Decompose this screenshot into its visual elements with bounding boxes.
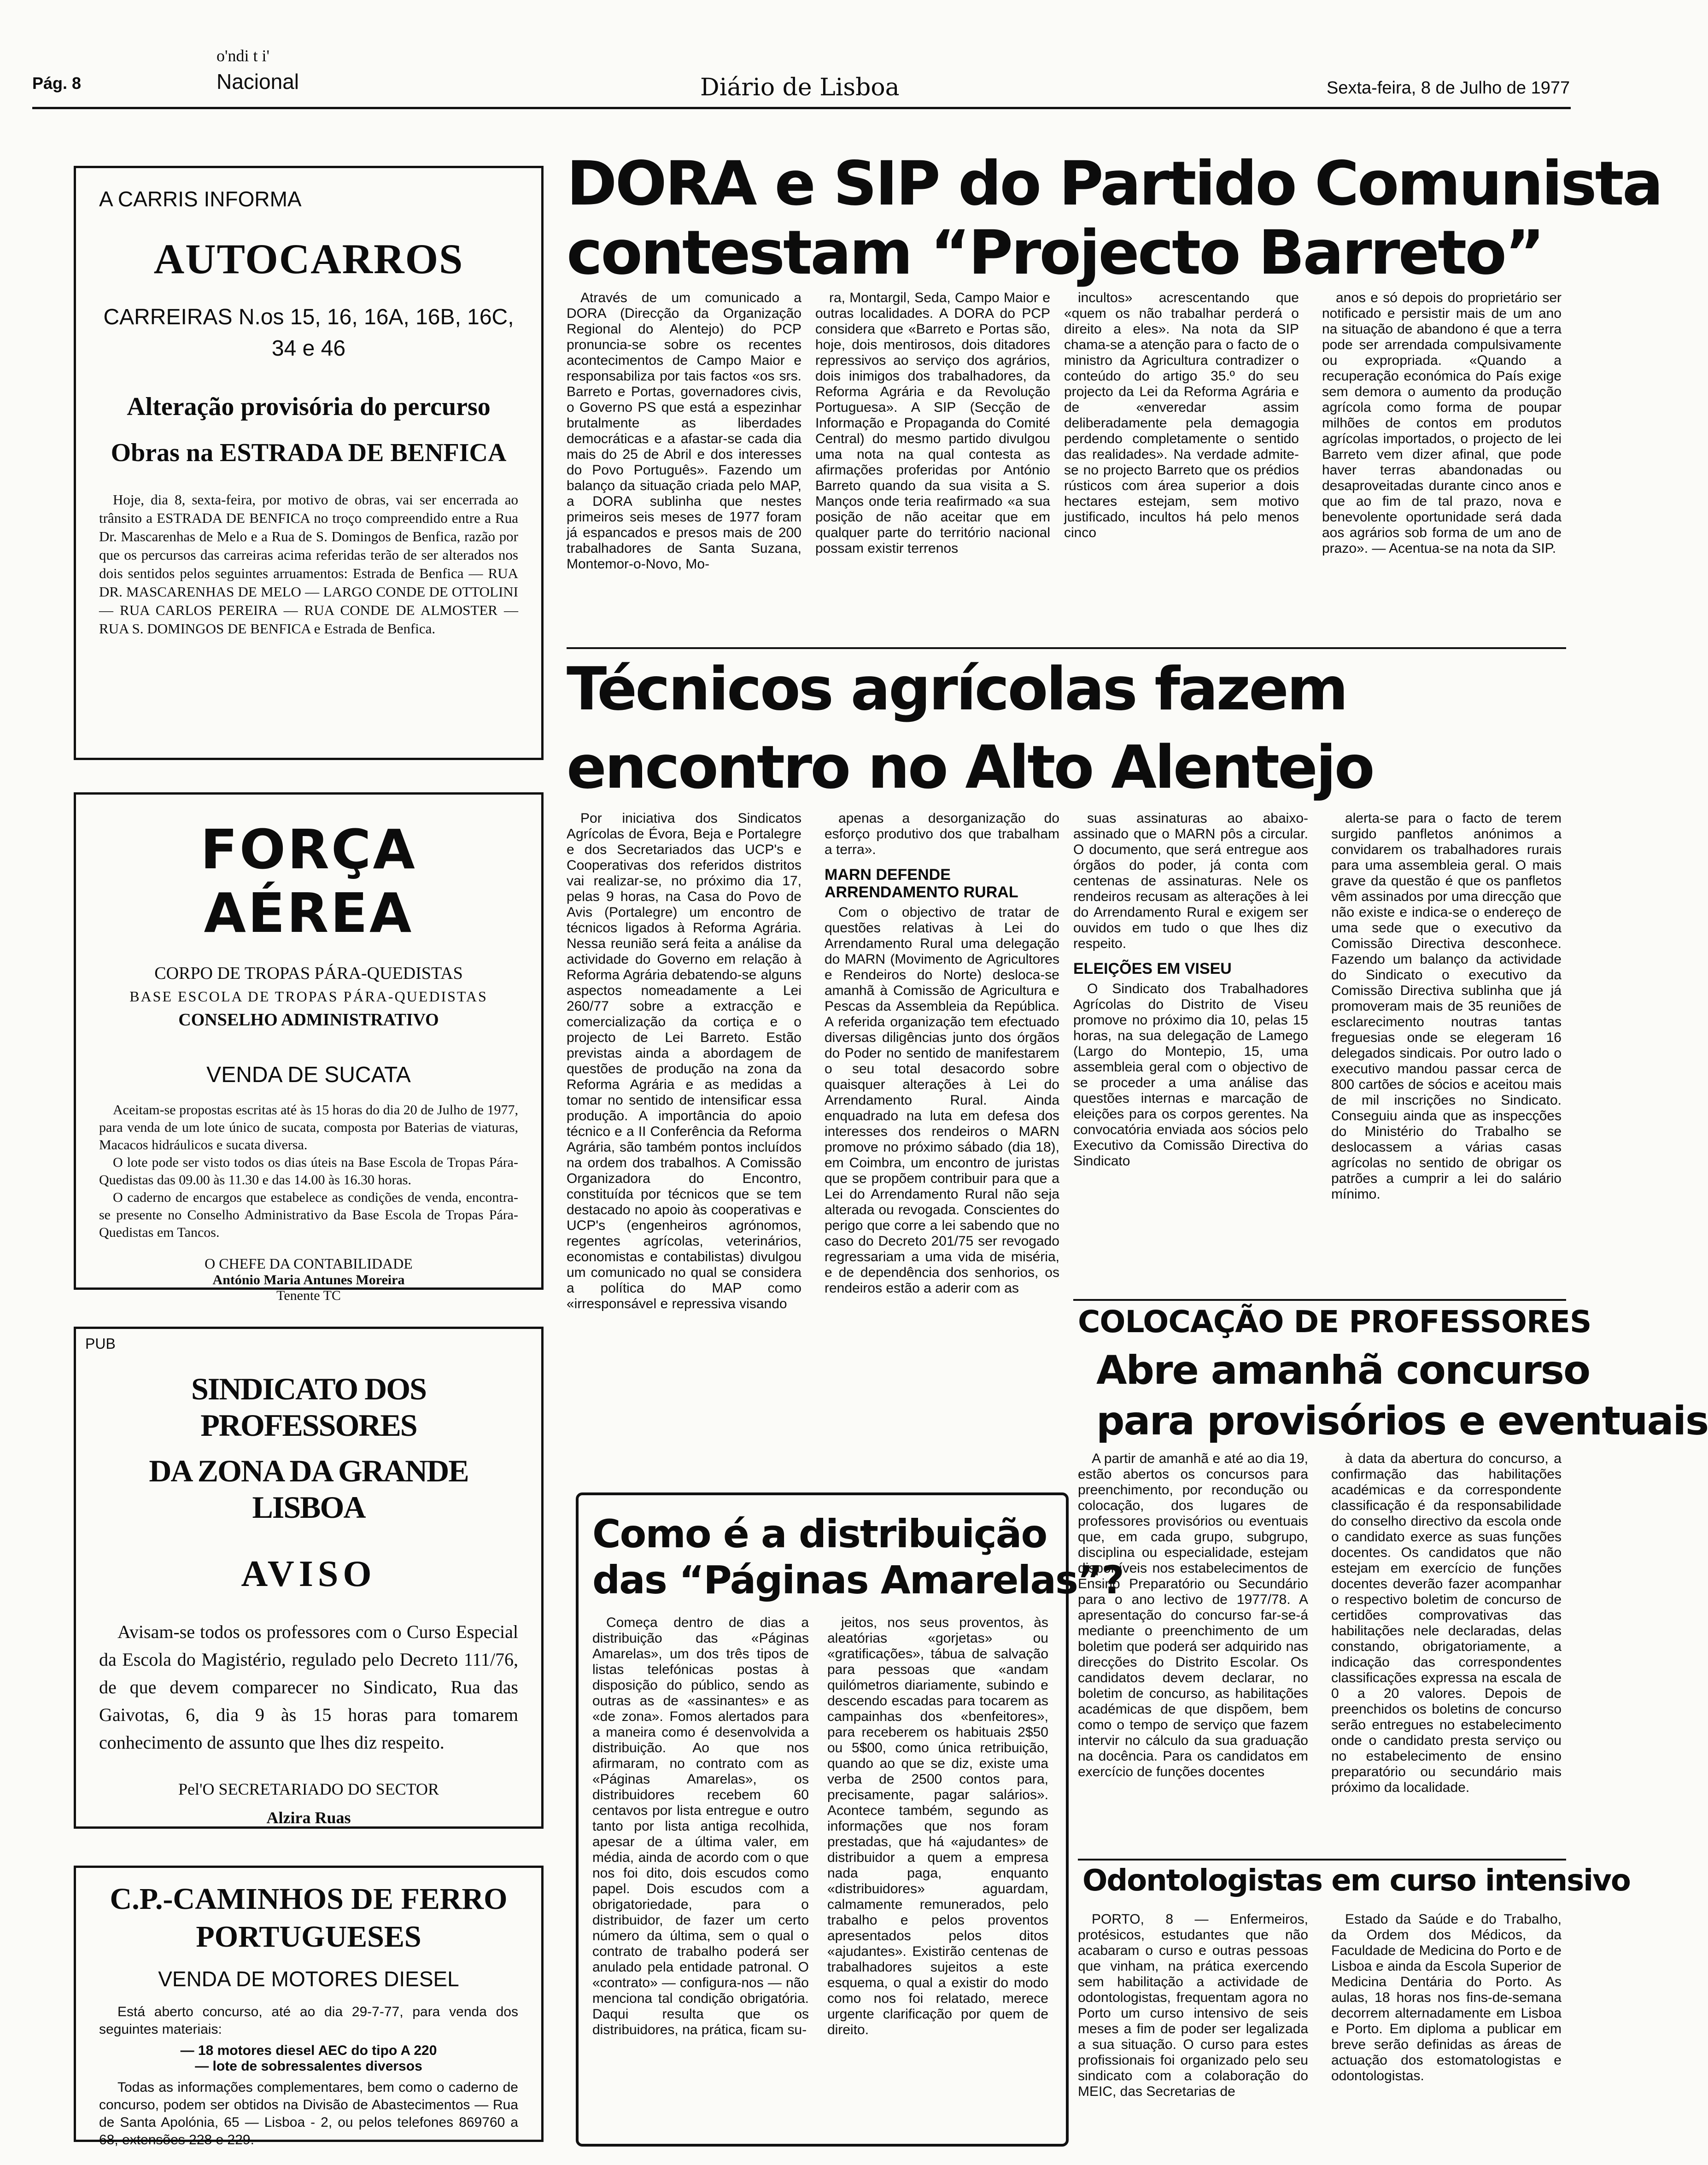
colocacao-headline-1: Abre amanhã concurso bbox=[1096, 1347, 1590, 1393]
sindicato-sign-2: Alzira Ruas bbox=[266, 1808, 351, 1827]
sindicato-sign-1: Pel'O SECRETARIADO DO SECTOR bbox=[178, 1780, 439, 1798]
marn-heading: MARN DEFENDE ARRENDAMENTO RURAL bbox=[825, 866, 1018, 901]
colocacao-kicker: COLOCAÇÃO DE PROFESSORES bbox=[1078, 1304, 1591, 1340]
carris-body: Hoje, dia 8, sexta-feira, por motivo de obras, vai ser encerrada ao trânsito a ESTRADA DE BENFICA no troço compreendido entre a Rua Dr. Mascarenhas de Melo e a Rua de S. Domingos de Benfica, razão por que os percursos das carreiras acima referidas terão de ser alterados nos dois sentidos pelos seguintes arruamentos: Estrada de Benfica — RUA DR. MASCARENHAS DE MELO — LARGO CONDE DE OTTOLINI — RUA CARLOS PEREIRA — RUA CONDE DE ALMOSTER — RUA S. DOMINGOS DE BENFICA e Estrada de Benfica. bbox=[99, 492, 518, 637]
carris-subtitle-1: Alteração provisória do percurso bbox=[127, 392, 491, 421]
sindicato-title-1: SINDICATO DOS PROFESSORES bbox=[191, 1371, 426, 1443]
dora-col-4-text: anos e só depois do proprietário ser notificado e persistir mais de um ano na situação de abandono é que a terra pode ser arrendada compulsivamente ou expropriada. «Quando a recuperação económica do País exige sem demora o aumento da produção agrícola como forma de poupar milhões de contos em produtos agrícolas importados, o projecto de lei Barreto vem dizer afinal, que pode haver terras abandonadas ou desaproveitadas durante cinco anos e que ao fim de tal prazo, nova e benevolente oportunidade será dada aos agrários sob forma de um ano de prazo». — Acentua-se na nota da SIP. bbox=[1322, 290, 1562, 556]
colocacao-col-1 bbox=[1078, 1451, 1308, 1783]
cp-ad bbox=[74, 1866, 544, 2147]
dora-col-2-text: ra, Montargil, Seda, Campo Maior e outras localidades. A DORA do PCP considera que «Barreto e Portas são, hoje, dois mentirosos, dois ditadores repressivos ao serviço dos agrários, dois inimigos dos trabalhadores, da Reforma Agrária e da Revolução Portuguesa». A SIP (Secção de Informação e Propaganda do Comité Central) do mesmo partido divulgou uma nota na qual contesta as afirmações proferidas por António Barreto quando da sua visita a S. Manços onde teria reafirmado «a sua posição de não aceitar que em qualquer parte do território nacional possam existir terrenos bbox=[815, 290, 1050, 556]
dora-col-1-text: Através de um comunicado a DORA (Direcção da Organização Regional do Alentejo) do PCP pronuncia-se sobre os recentes acontecimentos de Campo Maior e responsabiliza por tais factos «os srs. Barreto e Portas, governadores civis, o Governo PS que está a espezinhar brutalmente as liberdades democráticas e a afastar-se cada dia mais do 25 de Abril e dos interesses do Povo Português». Fazendo um balanço da situação criada pelo MAP, a DORA sublinha que nestes primeiros seis meses de 1977 foram já espancados e presos mais de 200 trabalhadores de Santa Suzana, Montemor-o-Novo, Mo- bbox=[567, 290, 801, 572]
paginas-col-2-text: jeitos, nos seus proventos, às aleatórias «gorjetas» ou «gratificações», tábua de salvação para pessoas que «andam quilómetros diariamente, subindo e descendo escadas para tocarem as campainhas dos «benfeitores», para receberem os habituais 2$50 ou 5$00, como única retribuição, quando ao que se diz, existe uma verba de 2500 contos para, precisamente, pagar salários». Acontece também, segundo as informações que nos foram prestadas, que há «ajudantes» de distribuidor a quem a empresa nada paga, enquanto «distribuidores» aguardam, calmamente remunerados, pelo trabalho e pelos proventos apresentados pelos ditos «ajudantes». Existirão centenas de trabalhadores sujeitos a este esquema, o qual a existir do modo como nos foi relatado, merece urgente clarificação por quem de direito. bbox=[827, 1615, 1048, 2037]
forca-sign-1: O CHEFE DA CONTABILIDADE bbox=[205, 1255, 413, 1272]
odonto-col-2-text: Estado da Saúde e do Trabalho, da Ordem dos Médicos, da Faculdade de Medicina do Porto e de Lisboa e ainda da Escola Superior de Medicina Dentária do Porto. As aulas, 18 horas nos fins-de-semana decorrem alternadamente em Lisboa e Porto. Em diploma a publicar em breve serão definidas as áreas de actuação dos estomatologistas e odontologistas. bbox=[1331, 1912, 1562, 2083]
forca-p2: O lote pode ser visto todos os dias úteis na Base Escola de Tropas Pára-Quedistas das 09.00 às 11.30 e das 14.00 às 16.30 horas. bbox=[99, 1155, 518, 1188]
sindicato-aviso: AVISO bbox=[241, 1554, 376, 1594]
paginas-headline-1: Como é a distribuição bbox=[592, 1511, 1047, 1556]
forca-line-3: CONSELHO ADMINISTRATIVO bbox=[178, 1010, 439, 1030]
odonto-top-rule bbox=[1078, 1859, 1566, 1861]
forca-aerea-ad bbox=[74, 792, 544, 1303]
odonto-col-1 bbox=[1078, 1912, 1308, 2102]
dora-headline-1: DORA e SIP do Partido Comunista bbox=[567, 148, 1661, 219]
paginas-col-2 bbox=[827, 1615, 1048, 2041]
paginas-headline-2: das “Páginas Amarelas”? bbox=[592, 1557, 1123, 1603]
cp-p2: Todas as informações complementares, bem como o caderno de concurso, podem ser obtidos na Divisão de Abastecimentos — Rua de Santa Apolónia, 65 — Lisboa - 2, ou pelos telefones 869760 a 68, extensões 228 e 229. bbox=[99, 2080, 518, 2147]
dora-bottom-rule bbox=[567, 647, 1566, 649]
carris-routes: CARREIRAS N.os 15, 16, 16A, 16B, 16C, 34 e 46 bbox=[103, 305, 514, 361]
forca-p3: O caderno de encargos que estabelece as condições de venda, encontra-se presente no Conselho Administrativo da Base Escola de Tropas Pára-Quedistas em Tancos. bbox=[99, 1190, 518, 1240]
forca-sign-3: Tenente TC bbox=[276, 1288, 341, 1303]
dora-col-3-text: incultos» acrescentando que «quem os não trabalhar perderá o direito a eles». Na nota da SIP chama-se a atenção para o facto de o ministro da Agricultura contradizer o conteúdo do artigo 35.º do seu projecto da Lei da Reforma Agrária e de «enveredar assim deliberadamente pela demagogia perdendo completamente o sentido das realidades». Na verdade admite-se no projecto Barreto que os prédios rústicos com área superior a dois hectares estejam, sem motivo justificado, incultos há pelo menos cinco bbox=[1064, 290, 1299, 540]
odonto-col-1-text: PORTO, 8 — Enfermeiros, protésicos, estudantes que não acabaram o curso e outras pessoas que vinham, na prática exercendo sem habilitação a actividade de odontologistas, frequentam agora no Porto um curso intensivo de seis meses a fim de poder ser legalizada a sua situação. O curso para estes profissionais foi organizado pelo seu sindicato com a colaboração do MEIC, das Secretarias de bbox=[1078, 1912, 1308, 2099]
cp-p1: Está aberto concurso, até ao dia 29-7-77, para venda dos seguintes materiais: bbox=[99, 2004, 518, 2037]
cp-item-1: — 18 motores diesel AEC do tipo A 220 bbox=[180, 2043, 437, 2058]
colocacao-headline-2: para provisórios e eventuais bbox=[1096, 1398, 1708, 1444]
tecnicos-col-3b-text: O Sindicato dos Trabalhadores Agrícolas do Distrito de Viseu promove no próximo dia 10, pelas 15 horas, na sua delegação de Lamego (Largo do Montepio, 15, uma assembleia geral com o objectivo de se proceder a uma análise das questões internas e marcação de eleições para os corpos gerentes. Na convocatória enviada aos sócios pelo Executivo da Comissão Directiva do Sindicato bbox=[1073, 981, 1308, 1169]
newspaper-name: Diário de Lisboa bbox=[700, 74, 900, 101]
tecnicos-headline-1: Técnicos agrícolas fazem bbox=[567, 655, 1347, 724]
dora-col-1 bbox=[567, 290, 801, 575]
tecnicos-col-2a-text: apenas a desorganização do esforço produtivo dos que trabalham a terra». bbox=[825, 811, 1059, 857]
carris-subtitle-2: Obras na ESTRADA DE BENFICA bbox=[111, 439, 507, 467]
carris-title: AUTOCARROS bbox=[153, 235, 464, 282]
section-name: Nacional bbox=[216, 70, 299, 94]
tecnicos-col-3 bbox=[1073, 811, 1308, 1172]
cp-item-2: — lote de sobressalentes diversos bbox=[195, 2059, 422, 2074]
cp-title-1: C.P.-CAMINHOS DE FERRO bbox=[110, 1882, 508, 1916]
forca-title: FORÇA AÉREA bbox=[200, 818, 417, 945]
dora-col-3 bbox=[1064, 290, 1299, 544]
paginas-col-1-text: Começa dentro de dias a distribuição das «Páginas Amarelas», um dos três tipos de listas telefónicas postas à disposição do público, sendo as outras as de «assinantes» e as «de zona». Fomos alertados para a maneira como é desenvolvida a distribuição. Ao que nos afirmaram, no contrato com as «Páginas Amarelas», os distribuidores recebem 60 centavos por lista entregue e outro tanto por lista antiga recolhida, apesar de a última valer, em média, ainda de acordo com o que nos foi dito, dois escudos como papel. Dois escudos com a obrigatoriedade, para o distribuidor, de fazer um certo número da última, sem o qual o contrato de trabalho poderá ser anulado pela entidade patronal. O «contrato» — configura-nos — não menciona tal condição obrigatória. Daqui resulta que os distribuidores, na prática, ficam su- bbox=[592, 1615, 809, 2037]
page-label: Pág. 8 bbox=[32, 74, 82, 93]
sindicato-body: Avisam-se todos os professores com o Curso Especial da Escola do Magistério, regulado pelo Decreto 111/76, de que devem comparecer no Sindicato, Rua das Gaivotas, 6, dia 9 às 15 horas para tomarem conhecimento de assunto que lhes diz respeito. bbox=[99, 1621, 518, 1753]
colocacao-top-rule bbox=[1073, 1299, 1566, 1301]
colocacao-col-1-text: A partir de amanhã e até ao dia 19, estão abertos os concursos para preenchimento, por recondução ou colocação, dos lugares de professores provisórios ou eventuais que, em cada grupo, subgrupo, disciplina ou especialidade, estejam disponíveis nos estabelecimentos de Ensino Preparatório ou Secundário para o ano lectivo de 1977/78. A apresentação do concurso far-se-á mediante o preenchimento de um boletim que poderá ser adquirido nas direcções do Distrito Escolar. Os candidatos devem declarar, no boletim de concurso, as habilitações académicas de que dispõem, bem como o tempo de serviço que fazem intervir no cálculo da sua graduação na docência. Para os candidatos em exercício de funções docentes bbox=[1078, 1451, 1308, 1779]
tecnicos-col-4-text: alerta-se para o facto de terem surgido panfletos anónimos a convidarem os trabalhadores rurais para uma assembleia geral. O mais grave da questão é que os panfletos vêm assinados por uma direcção que não existe e indica-se o endereço de uma sede que o executivo da Comissão Directiva desconhece. Fazendo um balanço da actividade do Sindicato o executivo da Comissão Directiva sublinha que já promoveram mais de 35 reuniões de esclarecimento noutras tantas freguesias onde se elegeram 16 delegados sindicais. Por outro lado o executivo mandou passar cerca de 800 cartões de sócios e aceitou mais de mil inscrições no Sindicato. Conseguiu ainda que as inspecções do Ministério do Trabalho se deslocassem a várias casas agrícolas no sentido de obrigar os patrões a cumprir a lei do salário mínimo. bbox=[1331, 811, 1562, 1202]
tecnicos-col-3a-text: suas assinaturas ao abaixo-assinado que o MARN pôs a circular. O documento, que será entregue aos órgãos do poder, já conta com centenas de assinaturas. Nele os rendeiros recusam as alterações à lei do Arrendamento Rural e exigem ser ouvidos em tudo o que lhes diz respeito. bbox=[1073, 811, 1308, 951]
tecnicos-col-2b-text: Com o objectivo de tratar de questões relativas à Lei do Arrendamento Rural uma delegação do MARN (Movimento de Agricultores e Rendeiros do Norte) desloca-se amanhã à Comissão de Agricultura e Pescas da Assembleia da República. A referida organização tem efectuado diversas diligências junto dos órgãos do Poder no sentido de manifestarem o seu total desacordo sobre quaisquer alterações à Lei do Arrendamento Rural. Ainda enquadrado na luta em defesa dos interesses dos rendeiros o MARN promove no próximo sábado (dia 18), em Coimbra, um encontro de juristas que se propõem contribuir para que a Lei do Arrendamento Rural não seja alterada ou revogada. Conscientes do perigo que corre a lei sabendo que no caso do Decreto 201/75 ser revogado regressariam a uma vida de miséria, e de dependência dos senhorios, os rendeiros estão a aderir com as bbox=[825, 905, 1059, 1296]
section-stamp: o'ndi t i' bbox=[216, 47, 269, 65]
tecnicos-headline-2: encontro no Alto Alentejo bbox=[567, 733, 1373, 802]
forca-line-1: CORPO DE TROPAS PÁRA-QUEDISTAS bbox=[154, 964, 463, 983]
odonto-col-2 bbox=[1331, 1912, 1562, 2087]
colocacao-col-2-text: à data da abertura do concurso, a confirmação das habilitações académicas e da correspondente classificação é da responsabilidade do conselho directivo da escola onde o candidato exerce as suas funções docentes. Os candidatos que não estejam em exercício de funções docentes deverão fazer acompanhar o respectivo boletim de concurso de certidões comprovativas das habilitações nele declaradas, delas constando, obrigatoriamente, a indicação das correspondentes classificações expressa na escala de 0 a 20 valores. Depois de preenchidos os boletins de concurso serão entregues no estabelecimento onde o candidato presta serviço ou no estabelecimento de ensino preparatório ou secundário mais próximo da localidade. bbox=[1331, 1451, 1562, 1795]
tecnicos-col-2 bbox=[825, 811, 1059, 1299]
tecnicos-col-1-text: Por iniciativa dos Sindicatos Agrícolas de Évora, Beja e Portalegre e dos Secretariados das UCP's e Cooperativas dos referidos distritos vai realizar-se, no próximo dia 17, pelas 9 horas, na Casa do Povo de Avis (Portalegre) um encontro de técnicos ligados à Reforma Agrária. Nessa reunião será feita a análise da actividade do Governo em relação à Reforma Agrária debatendo-se alguns aspectos nomeadamente a Lei 260/77 sobre a extracção e comercialização da cortiça e o projecto de Lei Barreto. Estão previstas ainda a abordagem de questões de produção na zona da Reforma Agrária e as medidas a tomar no sentido de intensificar essa produção. A importância do apoio técnico e a II Conferência da Reforma Agrária, são também pontos incluídos na ordem dos trabalhos. A Comissão Organizadora do Encontro, constituída por técnicos que se tem destacado no apoio às cooperativas e UCP's (engenheiros agrónomos, regentes agrícolas, veterinários, economistas e contabilistas) divulgou um comunicado no qual se considera a política do MAP como «irresponsável e repressiva visando bbox=[567, 811, 801, 1311]
forca-p1: Aceitam-se propostas escritas até às 15 horas do dia 20 de Julho de 1977, para venda de um lote único de sucata, composta por Baterias de viaturas, Macacos hidráulicos e sucata diversa. bbox=[99, 1102, 518, 1153]
forca-subtitle: VENDA DE SUCATA bbox=[206, 1063, 411, 1087]
carris-kicker: A CARRIS INFORMA bbox=[99, 187, 302, 211]
cp-title-2: PORTUGUESES bbox=[196, 1920, 421, 1954]
odonto-headline: Odontologistas em curso intensivo bbox=[1082, 1864, 1630, 1898]
dora-col-2 bbox=[815, 290, 1050, 559]
eleicoes-heading: ELEIÇÕES EM VISEU bbox=[1073, 960, 1232, 977]
tecnicos-col-1 bbox=[567, 811, 801, 1315]
sindicato-ad bbox=[74, 1327, 544, 1829]
forca-sign-2: António Maria Antunes Moreira bbox=[212, 1272, 405, 1287]
tecnicos-col-4 bbox=[1331, 811, 1562, 1205]
forca-line-2: BASE ESCOLA DE TROPAS PÁRA-QUEDISTAS bbox=[129, 988, 488, 1005]
masthead-rule bbox=[32, 107, 1571, 109]
sindicato-pub-label: PUB bbox=[85, 1335, 116, 1352]
dora-headline-2: contestam “Projecto Barreto” bbox=[567, 217, 1543, 288]
cp-subtitle: VENDA DE MOTORES DIESEL bbox=[158, 1967, 459, 1991]
paginas-amarelas-box bbox=[576, 1492, 1123, 2147]
dora-col-4 bbox=[1322, 290, 1562, 559]
colocacao-col-2 bbox=[1331, 1451, 1562, 1798]
paginas-col-1 bbox=[592, 1615, 809, 2041]
sindicato-title-2: DA ZONA DA GRANDE LISBOA bbox=[149, 1453, 468, 1525]
issue-date: Sexta-feira, 8 de Julho de 1977 bbox=[1327, 78, 1570, 98]
carris-ad bbox=[74, 166, 544, 760]
